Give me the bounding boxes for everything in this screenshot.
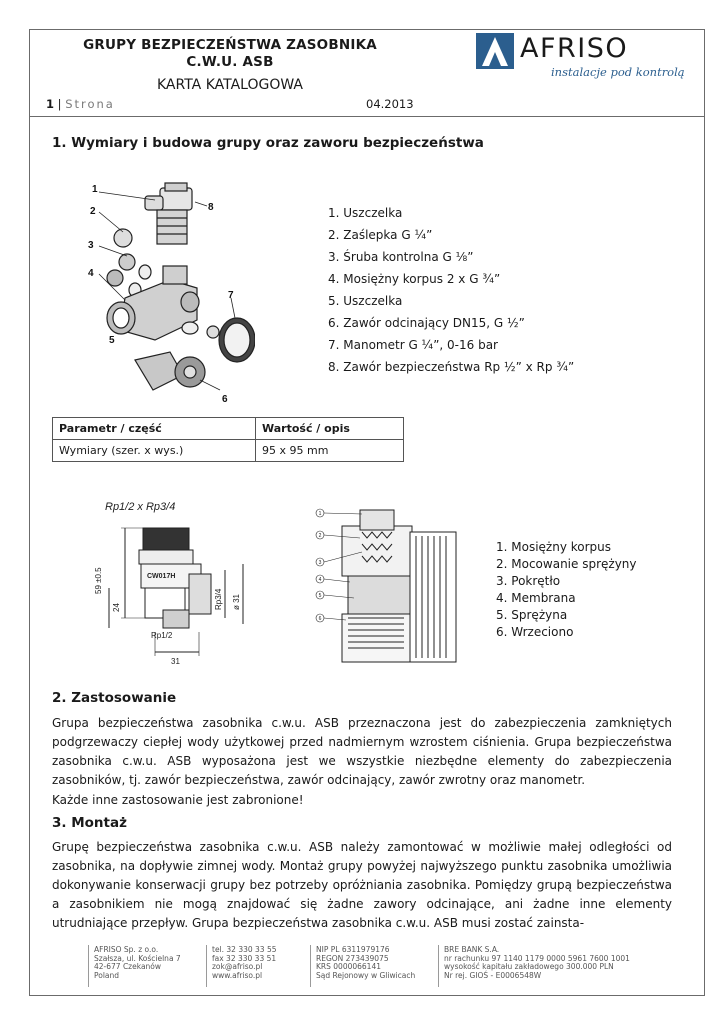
callout-6: 6: [222, 394, 228, 405]
footer-line: Poland: [94, 970, 120, 980]
dim-rp12: Rp1/2: [151, 631, 173, 640]
list-item: 5. Sprężyna: [496, 608, 568, 622]
page-word: Strona: [65, 97, 115, 111]
valve-callout: 3: [318, 560, 322, 566]
footer-line: fax 32 330 33 51: [212, 953, 277, 963]
table-cell: 95 x 95 mm: [256, 440, 404, 462]
document-title-line1: GRUPY BEZPIECZEŃSTWA ZASOBNIKA: [83, 37, 377, 53]
footer-divider: [310, 945, 311, 987]
dim-rp34: Rp3/4: [214, 588, 223, 610]
footer-line: Sąd Rejonowy w Gliwicach: [316, 970, 416, 980]
valve-callout: 6: [318, 616, 322, 622]
list-item: 3. Pokrętło: [496, 574, 561, 588]
dim-59: 59 ±0.5: [94, 567, 103, 594]
dim-label-cw: CW017H: [147, 573, 176, 580]
callout-1: 1: [92, 184, 98, 195]
footer-line: REGON 273439075: [316, 953, 389, 963]
table-row: [53, 440, 404, 462]
valve-cross-section-drawing: [312, 502, 462, 664]
logo-wordmark: AFRISO: [520, 33, 629, 64]
valve-parts-list: [496, 539, 637, 641]
list-item: 8. Zawór bezpieczeństwa Rp ½” x Rp ¾”: [328, 360, 575, 374]
section1-heading: 1. Wymiary i budowa grupy oraz zaworu bezpieczeństwa: [52, 135, 484, 151]
exploded-assembly-drawing: [85, 180, 255, 410]
dim-31: 31: [171, 657, 180, 666]
page-separator: |: [54, 97, 66, 111]
footer-line: 42-677 Czekanów: [94, 962, 162, 972]
list-item: 1. Uszczelka: [328, 206, 403, 220]
dim-title: Rp1/2 x Rp3/4: [105, 501, 176, 513]
list-item: 6. Wrzeciono: [496, 625, 574, 639]
callout-8: 8: [208, 202, 214, 213]
table-header-row: [53, 418, 404, 440]
table-header-cell: Parametr / część: [53, 418, 256, 440]
header-divider: [30, 116, 704, 117]
section3-heading: 3. Montaż: [52, 815, 127, 831]
footer-line: Nr rej. GIOŚ - E0006548W: [444, 970, 542, 980]
callout-5: 5: [109, 335, 115, 346]
dim-d31: ø 31: [232, 593, 241, 610]
list-item: 4. Membrana: [496, 591, 576, 605]
dim-24: 24: [112, 603, 121, 612]
footer-company: [94, 946, 181, 980]
footer-line: BRE BANK S.A.: [444, 945, 500, 954]
footer-divider: [438, 945, 439, 987]
footer-line: NIP PL 6311979176: [316, 945, 390, 954]
section2-heading: 2. Zastosowanie: [52, 690, 177, 706]
section2-paragraph: Grupa bezpieczeństwa zasobnika c.w.u. ASB przeznaczona jest do zabezpieczenia zamkniętych podgrzewaczy ciepłej wody użytkowej przed nadmiernym wzrostem ciśnienia. Grupa bezpieczeństwa zasobnika c.w.u. ASB wyposażona jest we wszystkie niezbędne elementy do zabezpieczenia zasobników, tj. zawór bezpieczeństwa, zawór odcinający, zawór zwrotny oraz manometr.: [52, 716, 672, 787]
list-item: 7. Manometr G ¼”, 0-16 bar: [328, 338, 498, 352]
footer-line: KRS 0000066141: [316, 962, 381, 972]
valve-dimension-drawing: [85, 492, 265, 670]
section3-paragraph: Grupę bezpieczeństwa zasobnika c.w.u. ASB należy zamontować w możliwie małej odległości od zasobnika, na dopływie zimnej wody. Montaż grupy powyżej najwyższego punktu zasobnika umożliwia dokonywanie konserwacji grupy bez potrzeby opróżniania zasobnika. Pomiędzy grupą bezpieczeństwa a zasobnikiem nie mogą znajdować się żadne zawory odcinające, ani żadne inne elementy utrudniające przepływ. Grupa bezpieczeństwa zasobnika c.w.u. ASB musi zostać zainsta-: [52, 840, 672, 930]
valve-callout: 5: [318, 593, 322, 599]
table-cell: Wymiary (szer. x wys.): [53, 440, 256, 462]
footer-registration: [316, 946, 415, 980]
document-date: 04.2013: [366, 97, 414, 111]
parts-list: [328, 202, 574, 378]
callout-4: 4: [88, 268, 94, 279]
footer-line: zok@afriso.pl: [212, 962, 263, 972]
list-item: 6. Zawór odcinający DN15, G ½”: [328, 316, 525, 330]
callout-2: 2: [90, 206, 96, 217]
footer-line: AFRISO Sp. z o.o.: [94, 945, 159, 954]
footer-line: wysokość kapitału zakładowego 300.000 PLN: [444, 962, 614, 972]
list-item: 1. Mosiężny korpus: [496, 540, 612, 554]
valve-callout: 4: [318, 577, 322, 583]
list-item: 2. Zaślepka G ¼”: [328, 228, 433, 242]
footer-divider: [206, 945, 207, 987]
footer-contact: [212, 946, 277, 980]
list-item: 5. Uszczelka: [328, 294, 403, 308]
footer-line: nr rachunku 97 1140 1179 0000 5961 7600 1001: [444, 953, 630, 963]
footer-bank: [444, 946, 630, 980]
logo-tagline: instalacje pod kontrolą: [551, 65, 685, 79]
page-number: 1: [46, 97, 55, 111]
list-item: 4. Mosiężny korpus 2 x G ¾”: [328, 272, 501, 286]
callout-3: 3: [88, 240, 94, 251]
list-item: 2. Mocowanie sprężyny: [496, 557, 637, 571]
footer-line: Szałsza, ul. Kościelna 7: [94, 953, 181, 963]
afriso-logo-icon: [476, 33, 514, 69]
document-title-line2: C.W.U. ASB: [186, 54, 274, 70]
valve-callout: 2: [318, 533, 322, 539]
footer-line: www.afriso.pl: [212, 970, 263, 980]
table-header-cell: Wartość / opis: [256, 418, 404, 440]
list-item: 3. Śruba kontrolna G ⅛”: [328, 250, 474, 264]
footer-line: tel. 32 330 33 55: [212, 945, 277, 954]
valve-callout: 1: [318, 511, 322, 517]
document-subtitle: KARTA KATALOGOWA: [156, 77, 304, 93]
section2-warning: Każde inne zastosowanie jest zabronione!: [52, 793, 304, 807]
callout-7: 7: [228, 290, 234, 301]
page-indicator: [46, 97, 115, 111]
parameters-table: [52, 417, 404, 462]
footer-divider: [88, 945, 89, 987]
